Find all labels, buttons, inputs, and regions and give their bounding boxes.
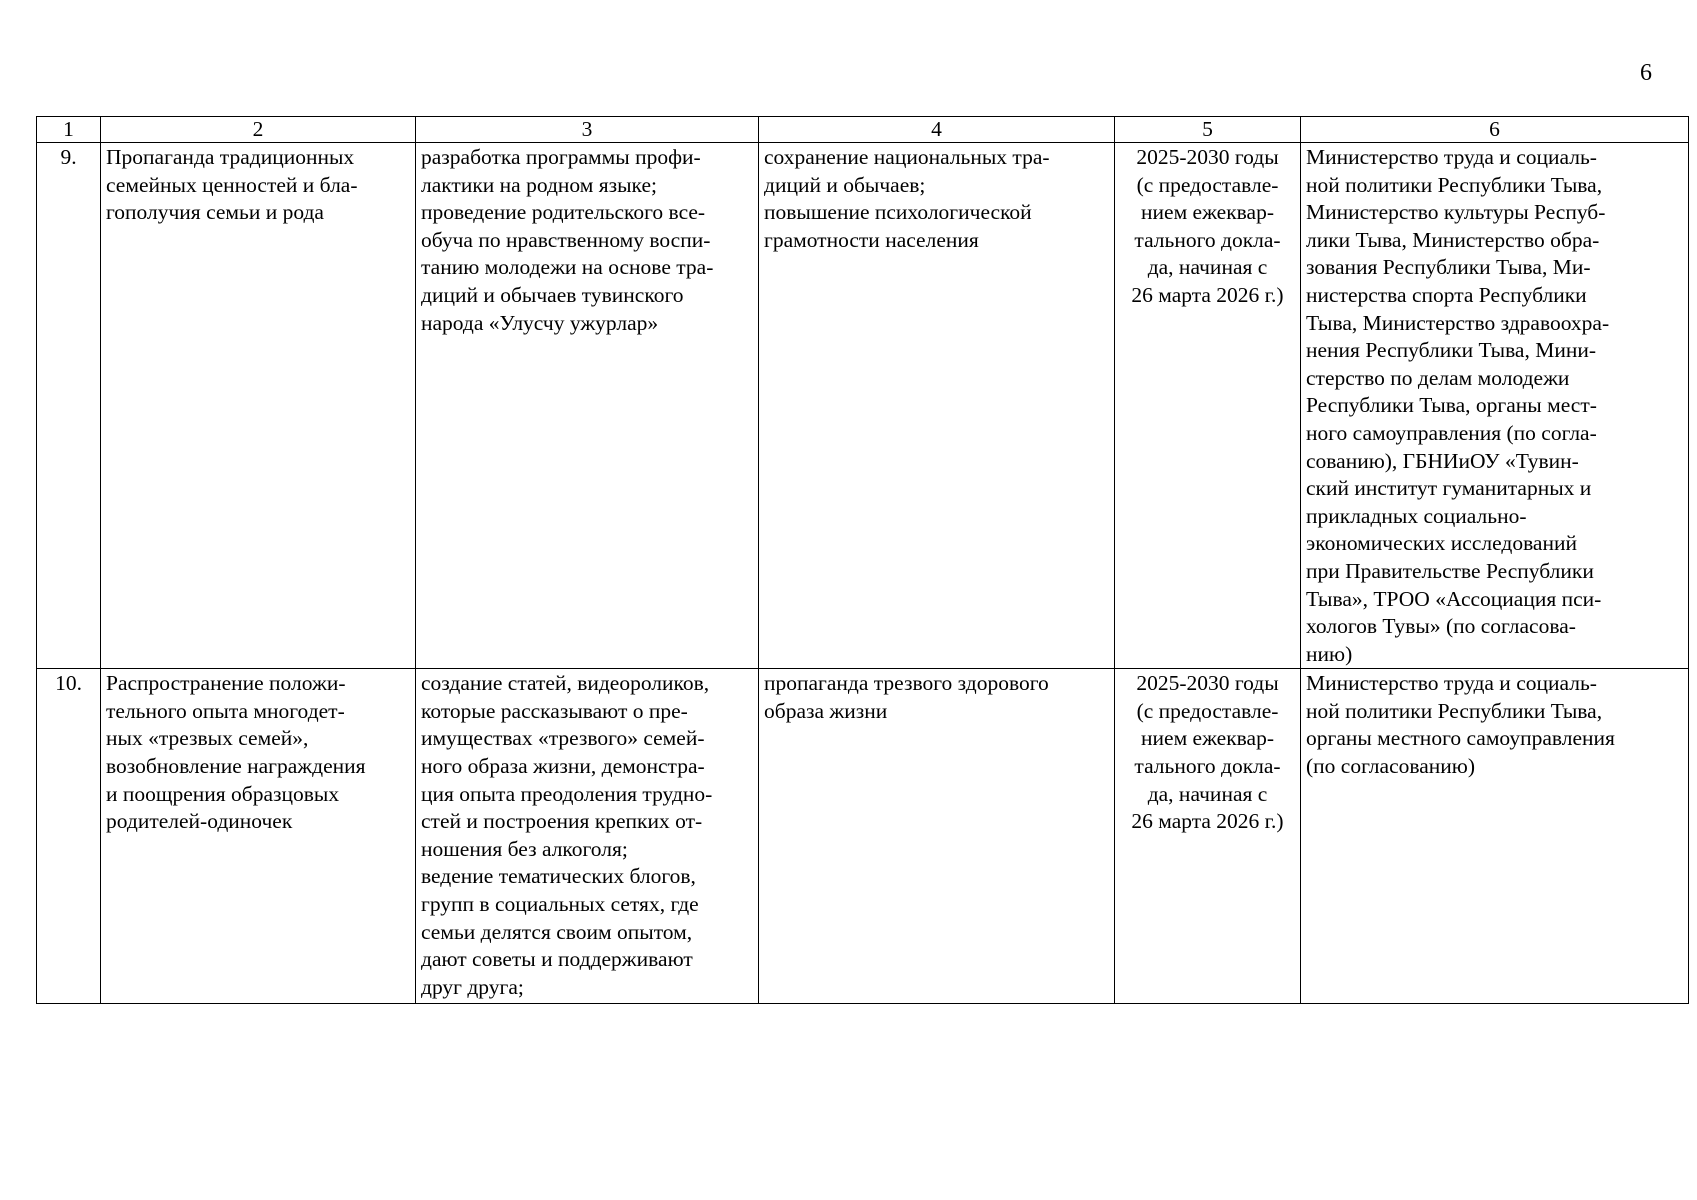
cell-text-line: Министерство труда и социаль-: [1306, 671, 1597, 696]
cell-text-line: и поощрения образцовых: [106, 781, 340, 806]
cell-text-line: стей и построения крепких от-: [421, 809, 703, 834]
column-header-6: 6: [1301, 117, 1689, 143]
cell-text-line: повышение психологической: [764, 200, 1032, 225]
row-number: 9.: [37, 143, 101, 669]
page-number: 6: [1640, 60, 1652, 86]
table-row: [37, 143, 1689, 669]
cell-text-line: нения Республики Тыва, Мини-: [1306, 338, 1597, 363]
column-header-4: 4: [759, 117, 1115, 143]
cell-text-line: семьи делятся своим опытом,: [421, 919, 693, 944]
responsible-cell: [1301, 669, 1689, 1004]
cell-text-line: ного образа жизни, демонстра-: [421, 754, 705, 779]
cell-text-line: сованию), ГБНИиОУ «Тувин-: [1306, 448, 1579, 473]
cell-text-line: хологов Тувы» (по согласова-: [1306, 614, 1576, 639]
cell-text-line: возобновление награждения: [106, 754, 366, 779]
cell-text-line: ной политики Республики Тыва,: [1306, 698, 1603, 723]
cell-text-line: народа «Улусчу ужурлар»: [421, 310, 659, 335]
cell-text-line: 26 марта 2026 г.): [1131, 809, 1284, 834]
cell-text-line: тельного опыта многодет-: [106, 698, 345, 723]
cell-text-line: ного самоуправления (по согла-: [1306, 420, 1597, 445]
cell-text-line: ский институт гуманитарных и: [1306, 476, 1592, 501]
period-cell: [1115, 143, 1301, 669]
action-plan-table: [36, 116, 1689, 1004]
cell-text-line: диций и обычаев;: [764, 172, 926, 197]
cell-text-line: нием ежеквар-: [1141, 200, 1274, 225]
expected-results-cell: [759, 143, 1115, 669]
cell-text-line: Республики Тыва, органы мест-: [1306, 393, 1597, 418]
cell-text-line: разработка программы профи-: [421, 145, 701, 169]
cell-text-line: да, начиная с: [1147, 255, 1268, 280]
cell-text-line: Пропаганда традиционных: [106, 145, 355, 169]
activities-cell: [416, 143, 759, 669]
cell-text-line: (с предоставле-: [1136, 172, 1279, 197]
responsible-cell: [1301, 143, 1689, 669]
cell-text-line: органы местного самоуправления: [1306, 726, 1615, 751]
cell-text-line: имуществах «трезвого» семей-: [421, 726, 705, 751]
measure-name-cell: [101, 669, 416, 1004]
cell-text-line: прикладных социально-: [1306, 503, 1527, 528]
cell-text-line: сохранение национальных тра-: [764, 145, 1050, 169]
cell-text-line: нистерства спорта Республики: [1306, 282, 1587, 307]
cell-text-line: тального докла-: [1134, 227, 1281, 252]
cell-text-line: стерство по делам молодежи: [1306, 365, 1570, 390]
table-row: [37, 669, 1689, 1004]
cell-text-line: танию молодежи на основе тра-: [421, 255, 714, 280]
cell-text-line: 26 марта 2026 г.): [1131, 282, 1284, 307]
row-number: 10.: [37, 669, 101, 1004]
cell-text-line: создание статей, видеороликов,: [421, 671, 710, 696]
cell-text-line: которые рассказывают о пре-: [421, 698, 688, 723]
cell-text-line: ной политики Республики Тыва,: [1306, 172, 1603, 197]
cell-text-line: да, начиная с: [1147, 781, 1268, 806]
cell-text-line: при Правительстве Республики: [1306, 558, 1594, 583]
period-cell: [1115, 669, 1301, 1004]
cell-text-line: групп в социальных сетях, где: [421, 892, 699, 917]
cell-text-line: диций и обычаев тувинского: [421, 282, 684, 307]
column-header-3: 3: [416, 117, 759, 143]
cell-text-line: дают советы и поддерживают: [421, 947, 693, 972]
cell-text-line: зования Республики Тыва, Ми-: [1306, 255, 1591, 280]
column-header-5: 5: [1115, 117, 1301, 143]
cell-text-line: проведение родительского все-: [421, 200, 706, 225]
cell-text-line: пропаганда трезвого здорового: [764, 671, 1049, 696]
cell-text-line: ных «трезвых семей»,: [106, 726, 309, 751]
cell-text-line: 2025-2030 годы: [1136, 671, 1279, 696]
cell-text-line: родителей-одиночек: [106, 809, 293, 834]
cell-text-line: экономических исследований: [1306, 531, 1577, 556]
cell-text-line: (по согласованию): [1306, 754, 1476, 779]
table-header-row: [37, 117, 1689, 143]
cell-text-line: Тыва, Министерство здравоохра-: [1306, 310, 1610, 335]
cell-text-line: ция опыта преодоления трудно-: [421, 781, 713, 806]
cell-text-line: друг друга;: [421, 974, 524, 999]
cell-text-line: Министерство труда и социаль-: [1306, 145, 1597, 169]
cell-text-line: обуча по нравственному воспи-: [421, 227, 711, 252]
cell-text-line: нием ежеквар-: [1141, 726, 1274, 751]
cell-text-line: Министерство культуры Респуб-: [1306, 200, 1606, 225]
cell-text-line: Распространение положи-: [106, 671, 346, 696]
activities-cell: [416, 669, 759, 1004]
column-header-2: 2: [101, 117, 416, 143]
cell-text-line: нию): [1306, 641, 1353, 666]
cell-text-line: 2025-2030 годы: [1136, 145, 1279, 169]
expected-results-cell: [759, 669, 1115, 1004]
cell-text-line: лики Тыва, Министерство обра-: [1306, 227, 1600, 252]
column-header-1: 1: [37, 117, 101, 143]
cell-text-line: (с предоставле-: [1136, 698, 1279, 723]
cell-text-line: образа жизни: [764, 698, 888, 723]
cell-text-line: грамотности населения: [764, 227, 979, 252]
measure-name-cell: [101, 143, 416, 669]
cell-text-line: лактики на родном языке;: [421, 172, 657, 197]
cell-text-line: ношения без алкоголя;: [421, 836, 628, 861]
cell-text-line: тального докла-: [1134, 754, 1281, 779]
cell-text-line: гополучия семьи и рода: [106, 200, 324, 225]
cell-text-line: ведение тематических блогов,: [421, 864, 696, 889]
cell-text-line: семейных ценностей и бла-: [106, 172, 358, 197]
cell-text-line: Тыва», ТРОО «Ассоциация пси-: [1306, 586, 1602, 611]
